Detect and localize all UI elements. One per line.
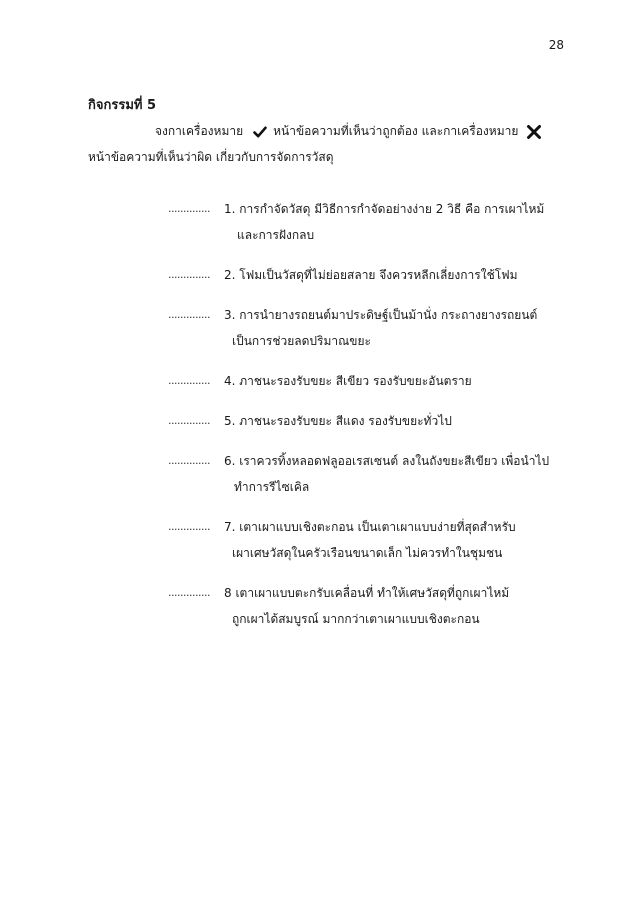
item-text — [224, 580, 578, 632]
instruction-part-2: หน้าข้อความที่เห็นว่าถูกต้อง และกาเครื่องหมาย — [273, 124, 519, 138]
answer-blank[interactable]: .............. — [168, 520, 210, 533]
item-text — [224, 448, 578, 500]
item-text — [224, 196, 578, 248]
answer-blank[interactable]: .............. — [168, 414, 210, 427]
list-item — [168, 580, 578, 632]
activity-title: กิจกรรมที่ 5 — [88, 98, 157, 113]
list-item — [168, 368, 578, 394]
instruction-part-1: จงกาเครื่องหมาย — [155, 124, 244, 138]
item-statement: 7. เตาเผาแบบเชิงตะกอน เป็นเตาเผาแบบง่ายที่สุดสำหรับ — [224, 520, 516, 534]
instruction-line-1 — [155, 122, 555, 141]
check-icon — [253, 125, 267, 139]
answer-blank[interactable]: .............. — [168, 268, 210, 281]
item-text — [224, 514, 578, 566]
answer-blank[interactable]: .............. — [168, 586, 210, 599]
answer-blank[interactable]: .............. — [168, 202, 210, 215]
item-text — [224, 408, 578, 434]
item-statement-continued: เป็นการช่วยลดปริมาณขยะ — [232, 334, 371, 348]
item-statement-continued: ทำการรีไซเคิล — [234, 480, 310, 494]
item-statement: 8 เตาเผาแบบตะกรับเคลื่อนที่ ทำให้เศษวัสดุที่ถูกเผาไหม้ — [224, 586, 510, 600]
list-item — [168, 448, 578, 500]
instruction-line-2: หน้าข้อความที่เห็นว่าผิด เกี่ยวกับการจัดการวัสดุ — [88, 150, 334, 164]
list-item — [168, 514, 578, 566]
item-statement: 5. ภาชนะรองรับขยะ สีแดง รองรับขยะทั่วไป — [224, 414, 452, 428]
item-statement: 3. การนำยางรถยนต์มาประดิษฐ์เป็นม้านั่ง กระถางยางรถยนต์ — [224, 308, 538, 322]
cross-icon — [526, 124, 542, 140]
true-false-items — [168, 196, 578, 646]
page-number: 28 — [548, 38, 564, 52]
item-text — [224, 368, 578, 394]
answer-blank[interactable]: .............. — [168, 308, 210, 321]
item-statement: 6. เราควรทิ้งหลอดฟลูออเรสเซนต์ ลงในถังขยะสีเขียว เพื่อนำไป — [224, 454, 550, 468]
item-statement-continued: ถูกเผาได้สมบูรณ์ มากกว่าเตาเผาแบบเชิงตะกอน — [232, 612, 480, 626]
item-statement-continued: และการฝังกลบ — [237, 228, 315, 242]
list-item — [168, 302, 578, 354]
item-statement: 4. ภาชนะรองรับขยะ สีเขียว รองรับขยะอันตราย — [224, 374, 472, 388]
answer-blank[interactable]: .............. — [168, 454, 210, 467]
item-text — [224, 302, 578, 354]
item-statement: 2. โฟมเป็นวัสดุที่ไม่ย่อยสลาย จึงควรหลีกเลี่ยงการใช้โฟม — [224, 268, 518, 282]
list-item — [168, 262, 578, 288]
item-statement: 1. การกำจัดวัสดุ มีวิธีการกำจัดอย่างง่าย 2 วิธี คือ การเผาไหม้ — [224, 202, 545, 216]
list-item — [168, 408, 578, 434]
list-item — [168, 196, 578, 248]
answer-blank[interactable]: .............. — [168, 374, 210, 387]
item-text — [224, 262, 578, 288]
item-statement-continued: เผาเศษวัสดุในครัวเรือนขนาดเล็ก ไม่ควรทำในชุมชน — [232, 546, 503, 560]
